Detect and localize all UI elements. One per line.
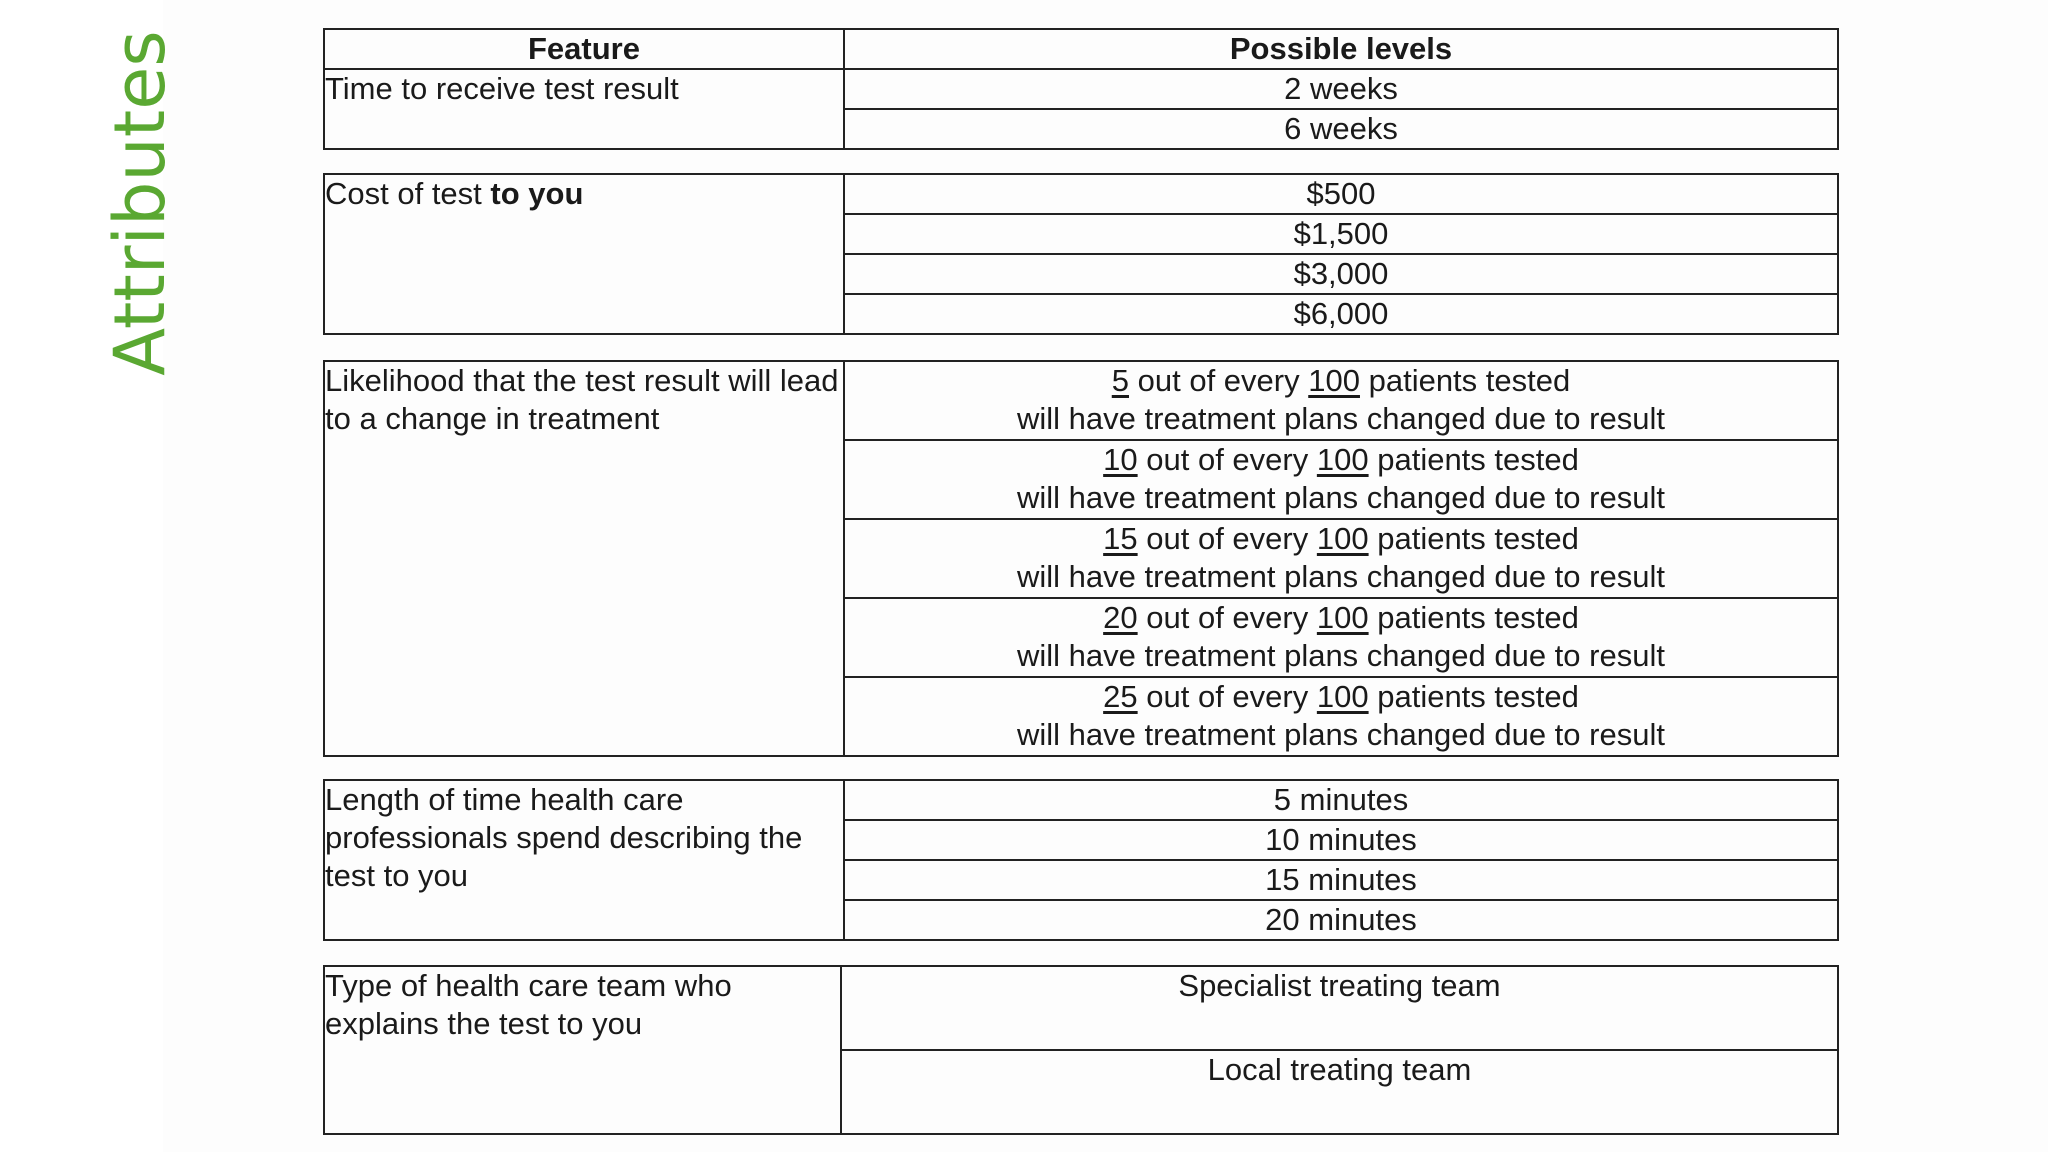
level-cell: 10 minutes	[844, 820, 1838, 860]
level-text: out of every	[1137, 363, 1300, 398]
attributes-title: Attributes	[99, 30, 181, 376]
denominator: 100	[1316, 442, 1369, 477]
level-text: out of every	[1146, 521, 1309, 556]
numerator: 5	[1111, 363, 1129, 398]
attribute-table-time	[323, 28, 1839, 150]
attribute-table-cost	[323, 173, 1839, 335]
header-possible-levels: Possible levels	[844, 29, 1838, 69]
level-cell: 5 minutes	[844, 780, 1838, 820]
attribute-table-team	[323, 965, 1839, 1135]
feature-cell: Likelihood that the test result will lead to a change in treatment	[324, 361, 844, 756]
denominator: 100	[1316, 679, 1369, 714]
table-row	[324, 69, 1838, 109]
numerator: 10	[1103, 442, 1138, 477]
level-cell: 2 weeks	[844, 69, 1838, 109]
table-row	[324, 780, 1838, 820]
feature-cell	[324, 174, 844, 334]
level-cell	[844, 440, 1838, 519]
level-cell: $6,000	[844, 294, 1838, 334]
level-text: patients tested	[1377, 679, 1579, 714]
feature-emphasis: to you	[490, 176, 584, 211]
level-text: out of every	[1146, 679, 1309, 714]
level-cell: 6 weeks	[844, 109, 1838, 149]
feature-cell: Length of time health care professionals spend describing the test to you	[324, 780, 844, 940]
level-text: out of every	[1146, 442, 1309, 477]
denominator: 100	[1316, 521, 1369, 556]
level-cell: Specialist treating team	[841, 966, 1838, 1050]
level-cell: $500	[844, 174, 1838, 214]
level-text: out of every	[1146, 600, 1309, 635]
denominator: 100	[1316, 600, 1369, 635]
header-feature: Feature	[324, 29, 844, 69]
level-cell	[844, 677, 1838, 756]
level-cell	[844, 519, 1838, 598]
level-cell: 20 minutes	[844, 900, 1838, 940]
level-cell: 15 minutes	[844, 860, 1838, 900]
level-cell: Local treating team	[841, 1050, 1838, 1134]
level-line-2: will have treatment plans changed due to result	[1017, 480, 1665, 515]
level-text: patients tested	[1368, 363, 1571, 398]
table-row	[324, 361, 1838, 440]
level-text: patients tested	[1377, 442, 1579, 477]
level-line-2: will have treatment plans changed due to result	[1017, 717, 1665, 752]
level-cell: $3,000	[844, 254, 1838, 294]
level-text: patients tested	[1377, 600, 1579, 635]
feature-text: Cost of test	[325, 176, 482, 211]
feature-cell: Time to receive test result	[324, 69, 844, 149]
table-header-row	[324, 29, 1838, 69]
level-line-2: will have treatment plans changed due to result	[1017, 638, 1665, 673]
numerator: 15	[1103, 521, 1138, 556]
attribute-table-length	[323, 779, 1839, 941]
numerator: 20	[1103, 600, 1138, 635]
feature-cell: Type of health care team who explains the test to you	[324, 966, 841, 1134]
table-row	[324, 174, 1838, 214]
level-line-1	[845, 441, 1837, 479]
attribute-table-likelihood	[323, 360, 1839, 757]
level-cell	[844, 598, 1838, 677]
level-line-2: will have treatment plans changed due to result	[1017, 559, 1665, 594]
level-line-2: will have treatment plans changed due to result	[1017, 401, 1665, 436]
level-cell	[844, 361, 1838, 440]
level-line-1	[845, 520, 1837, 558]
level-line-1	[845, 362, 1837, 400]
table-row	[324, 966, 1838, 1050]
level-text: patients tested	[1377, 521, 1579, 556]
level-line-1	[845, 678, 1837, 716]
level-cell: $1,500	[844, 214, 1838, 254]
numerator: 25	[1103, 679, 1138, 714]
denominator: 100	[1308, 363, 1360, 398]
level-line-1	[845, 599, 1837, 637]
